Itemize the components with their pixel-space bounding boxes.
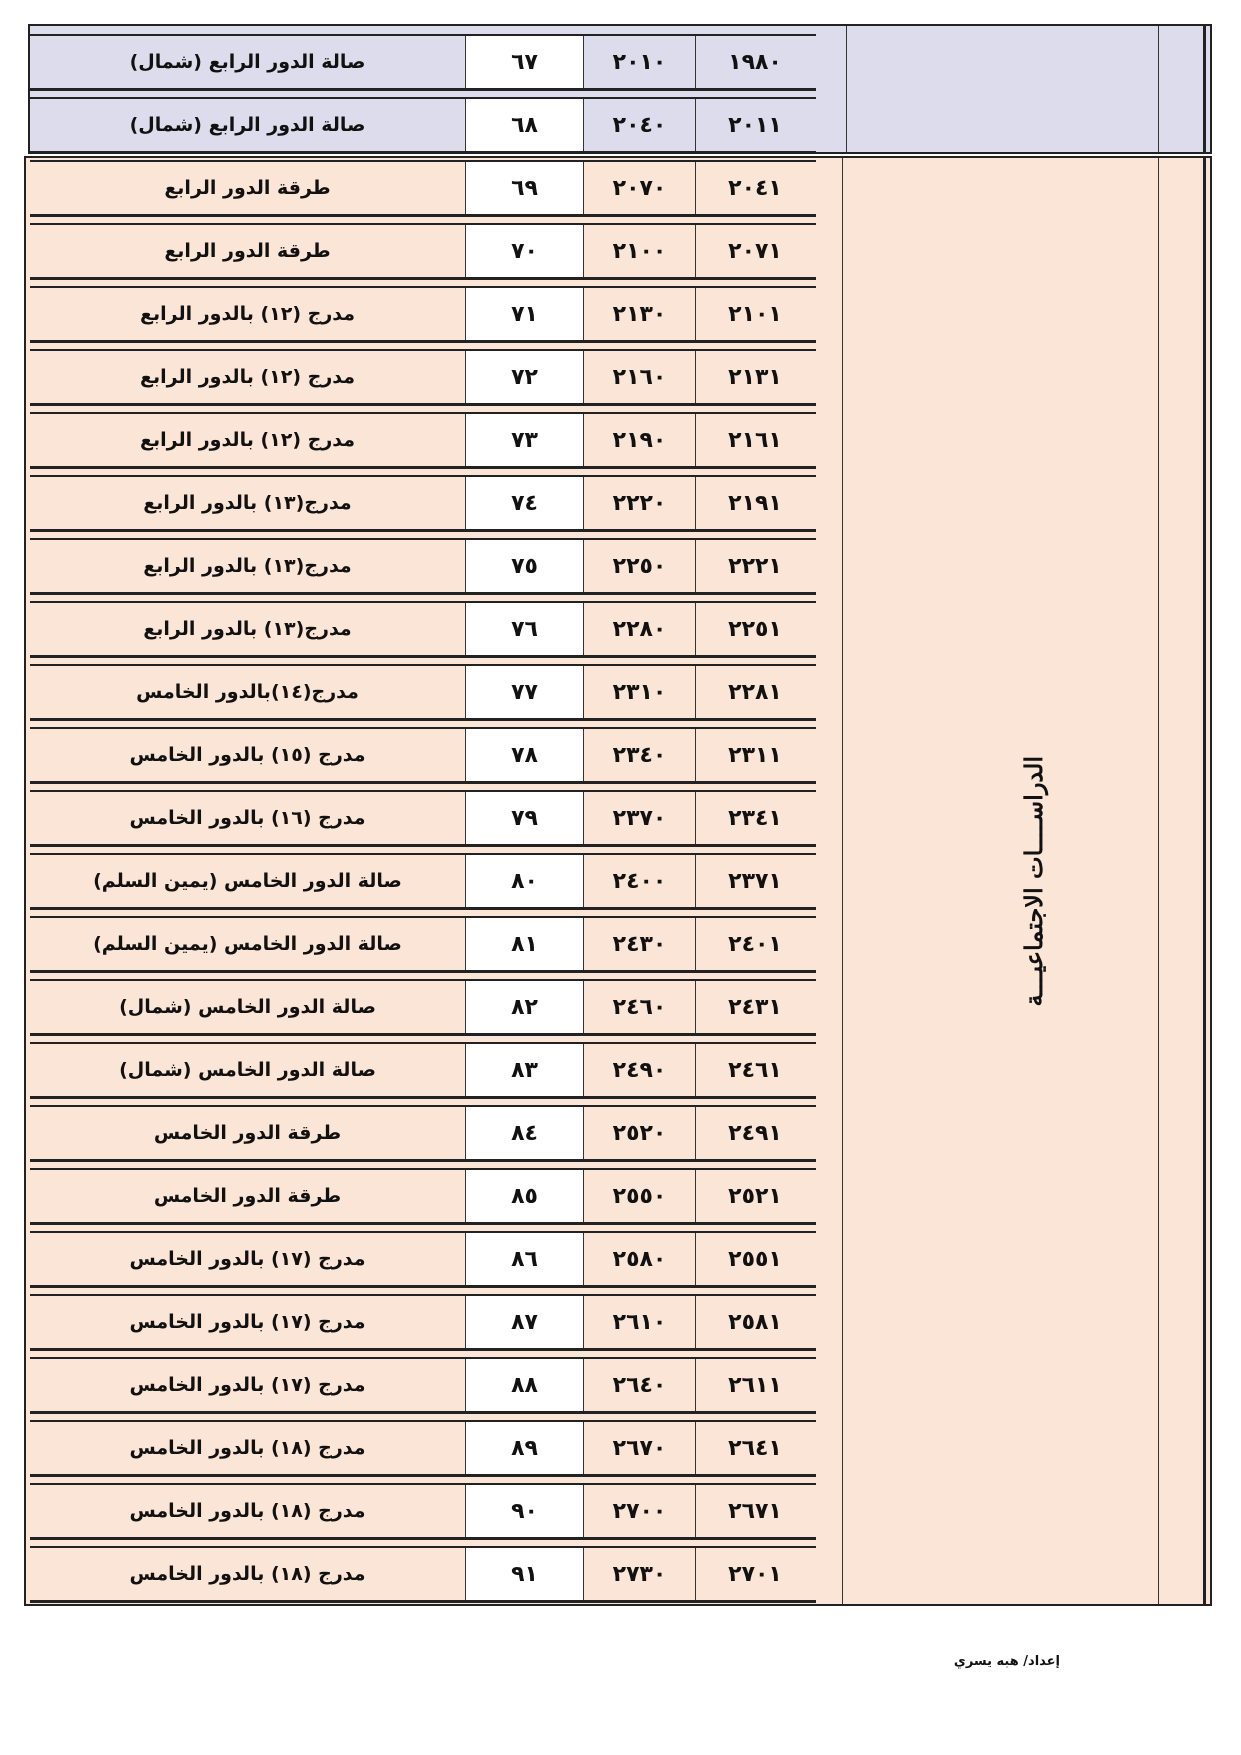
seat-to-cell: ٢٢٥٠ <box>584 540 696 592</box>
seat-to-cell: ٢٤٩٠ <box>584 1044 696 1096</box>
table-row <box>30 1420 816 1477</box>
seat-to-cell: ٢٦٤٠ <box>584 1359 696 1411</box>
seat-to-cell: ٢٣١٠ <box>584 666 696 718</box>
hall-name-cell: صالة الدور الرابع (شمال) <box>30 99 466 151</box>
hall-name-cell: مدرج (١٧) بالدور الخامس <box>30 1296 466 1348</box>
seat-to-cell: ٢٤٦٠ <box>584 981 696 1033</box>
hall-name-cell: مدرج(١٣) بالدور الرابع <box>30 477 466 529</box>
table-row <box>30 286 816 343</box>
committee-number-cell: ٨٦ <box>466 1233 584 1285</box>
seat-from-cell: ٢٦٧١ <box>728 1498 782 1524</box>
seat-from-cell: ٢٦١١ <box>728 1372 782 1398</box>
table-row <box>30 1546 816 1603</box>
committee-number-cell: ٧٨ <box>466 729 584 781</box>
seat-from-cell: ٢٣٤١ <box>728 805 782 831</box>
hall-name-cell: مدرج (١٨) بالدور الخامس <box>30 1548 466 1600</box>
seat-to-cell: ٢٦٧٠ <box>584 1422 696 1474</box>
committee-number-cell: ٧٠ <box>466 225 584 277</box>
top-group-cell <box>846 26 1165 152</box>
seat-from-cell: ٢٢٨١ <box>728 679 782 705</box>
committee-number-cell: ٧١ <box>466 288 584 340</box>
table-row <box>30 1042 816 1099</box>
hall-name-cell: طرقة الدور الرابع <box>30 225 466 277</box>
hall-name-cell: طرقة الدور الخامس <box>30 1170 466 1222</box>
committee-number-cell: ٨٨ <box>466 1359 584 1411</box>
seat-from-cell: ٢٢٢١ <box>728 553 782 579</box>
committee-number-cell: ٩٠ <box>466 1485 584 1537</box>
seat-from-cell: ٢٣١١ <box>728 742 782 768</box>
seat-from-cell: ٢٢٥١ <box>728 616 782 642</box>
committee-number-cell: ٧٢ <box>466 351 584 403</box>
table-row <box>30 916 816 973</box>
committee-number-cell: ٧٣ <box>466 414 584 466</box>
seat-from-cell: ٢١٣١ <box>728 364 782 390</box>
committee-number-cell: ٧٥ <box>466 540 584 592</box>
seating-rows <box>30 160 816 1609</box>
table-row <box>30 412 816 469</box>
seat-from-cell: ١٩٨٠ <box>696 36 814 88</box>
table-row <box>30 34 816 91</box>
table-row <box>30 1231 816 1288</box>
table-row <box>30 160 816 217</box>
committee-number-cell: ٦٧ <box>466 36 584 88</box>
committee-number-cell: ٨٥ <box>466 1170 584 1222</box>
committee-number-cell: ٨٢ <box>466 981 584 1033</box>
table-row <box>30 349 816 406</box>
seat-from-cell: ٢٤٣١ <box>728 994 782 1020</box>
group-cell <box>842 158 1163 1604</box>
committee-number-cell: ٨٠ <box>466 855 584 907</box>
committee-number-cell: ٧٧ <box>466 666 584 718</box>
hall-name-cell: مدرج (١٢) بالدور الرابع <box>30 414 466 466</box>
seat-to-cell: ٢٤٣٠ <box>584 918 696 970</box>
seat-from-cell: ٢٤٠١ <box>728 931 782 957</box>
committee-number-cell: ٨٣ <box>466 1044 584 1096</box>
committee-number-cell: ٧٩ <box>466 792 584 844</box>
hall-name-cell: صالة الدور الخامس (يمين السلم) <box>30 918 466 970</box>
seat-to-cell: ٢٠١٠ <box>584 36 696 88</box>
hall-name-cell: صالة الدور الرابع (شمال) <box>30 36 466 88</box>
hall-name-cell: مدرج(١٤)بالدور الخامس <box>30 666 466 718</box>
group-label-wrap <box>1003 158 1063 1604</box>
seat-to-cell: ٢٣٧٠ <box>584 792 696 844</box>
hall-name-cell: مدرج (١٧) بالدور الخامس <box>30 1359 466 1411</box>
committee-number-cell: ٩١ <box>466 1548 584 1600</box>
seat-from-cell: ٢٥٨١ <box>728 1309 782 1335</box>
table-row <box>30 97 816 154</box>
hall-name-cell: مدرج (١٢) بالدور الرابع <box>30 288 466 340</box>
seat-from-cell: ٢٤٩١ <box>728 1120 782 1146</box>
seat-from-cell: ٢٠١١ <box>696 99 814 151</box>
group-label: الدراســــات الاجتماعيـــة <box>1018 755 1048 1007</box>
table-row <box>30 538 816 595</box>
seat-from-cell: ٢٠٤١ <box>728 175 782 201</box>
hall-name-cell: مدرج (١٧) بالدور الخامس <box>30 1233 466 1285</box>
hall-name-cell: طرقة الدور الخامس <box>30 1107 466 1159</box>
seat-from-cell: ٢٤٦١ <box>728 1057 782 1083</box>
table-row <box>30 1294 816 1351</box>
hall-name-cell: مدرج (١٥) بالدور الخامس <box>30 729 466 781</box>
committee-number-cell: ٦٩ <box>466 162 584 214</box>
hall-name-cell: مدرج (١٢) بالدور الرابع <box>30 351 466 403</box>
hall-name-cell: مدرج (١٨) بالدور الخامس <box>30 1422 466 1474</box>
seat-to-cell: ٢٢٢٠ <box>584 477 696 529</box>
table-row <box>30 664 816 721</box>
seat-to-cell: ٢٠٤٠ <box>584 99 696 151</box>
table-row <box>30 1168 816 1225</box>
hall-name-cell: مدرج(١٣) بالدور الرابع <box>30 603 466 655</box>
hall-name-cell: مدرج(١٣) بالدور الرابع <box>30 540 466 592</box>
seat-from-cell: ٢٧٠١ <box>728 1561 782 1587</box>
seat-to-cell: ٢٧٣٠ <box>584 1548 696 1600</box>
top-side-column <box>1158 26 1206 152</box>
seat-to-cell: ٢١٣٠ <box>584 288 696 340</box>
seat-from-cell: ٢١٠١ <box>728 301 782 327</box>
table-row <box>30 790 816 847</box>
hall-name-cell: صالة الدور الخامس (يمين السلم) <box>30 855 466 907</box>
seat-to-cell: ٢٥٥٠ <box>584 1170 696 1222</box>
table-row <box>30 853 816 910</box>
committee-number-cell: ٨٤ <box>466 1107 584 1159</box>
seat-to-cell: ٢٣٤٠ <box>584 729 696 781</box>
table-row <box>30 1105 816 1162</box>
table-row <box>30 1483 816 1540</box>
seat-from-cell: ٢١٦١ <box>728 427 782 453</box>
seat-to-cell: ٢٧٠٠ <box>584 1485 696 1537</box>
seat-from-cell: ٢٥٢١ <box>728 1183 782 1209</box>
hall-name-cell: مدرج (١٨) بالدور الخامس <box>30 1485 466 1537</box>
prepared-by-credit: إعداد/ هبه يسري <box>953 1654 1060 1669</box>
seat-from-cell: ٢١٩١ <box>728 490 782 516</box>
hall-name-cell: صالة الدور الخامس (شمال) <box>30 1044 466 1096</box>
committee-number-cell: ٨٩ <box>466 1422 584 1474</box>
table-row <box>30 475 816 532</box>
seat-to-cell: ٢٥٢٠ <box>584 1107 696 1159</box>
seat-to-cell: ٢١٠٠ <box>584 225 696 277</box>
table-row <box>30 727 816 784</box>
table-row <box>30 1357 816 1414</box>
table-row <box>30 223 816 280</box>
seat-from-cell: ٢٥٥١ <box>728 1246 782 1272</box>
committee-number-cell: ٨١ <box>466 918 584 970</box>
seat-to-cell: ٢١٩٠ <box>584 414 696 466</box>
seat-to-cell: ٢٥٨٠ <box>584 1233 696 1285</box>
seat-from-cell: ٢٦٤١ <box>728 1435 782 1461</box>
top-rows <box>30 34 816 160</box>
hall-name-cell: مدرج (١٦) بالدور الخامس <box>30 792 466 844</box>
committee-number-cell: ٨٧ <box>466 1296 584 1348</box>
seat-to-cell: ٢٦١٠ <box>584 1296 696 1348</box>
table-row <box>30 601 816 658</box>
committee-number-cell: ٧٤ <box>466 477 584 529</box>
seat-to-cell: ٢٠٧٠ <box>584 162 696 214</box>
seat-to-cell: ٢٤٠٠ <box>584 855 696 907</box>
seat-to-cell: ٢١٦٠ <box>584 351 696 403</box>
hall-name-cell: صالة الدور الخامس (شمال) <box>30 981 466 1033</box>
hall-name-cell: طرقة الدور الرابع <box>30 162 466 214</box>
bottom-side-column <box>1158 158 1206 1604</box>
committee-number-cell: ٦٨ <box>466 99 584 151</box>
committee-number-cell: ٧٦ <box>466 603 584 655</box>
table-row <box>30 979 816 1036</box>
seat-from-cell: ٢٣٧١ <box>728 868 782 894</box>
seat-from-cell: ٢٠٧١ <box>728 238 782 264</box>
seat-to-cell: ٢٢٨٠ <box>584 603 696 655</box>
